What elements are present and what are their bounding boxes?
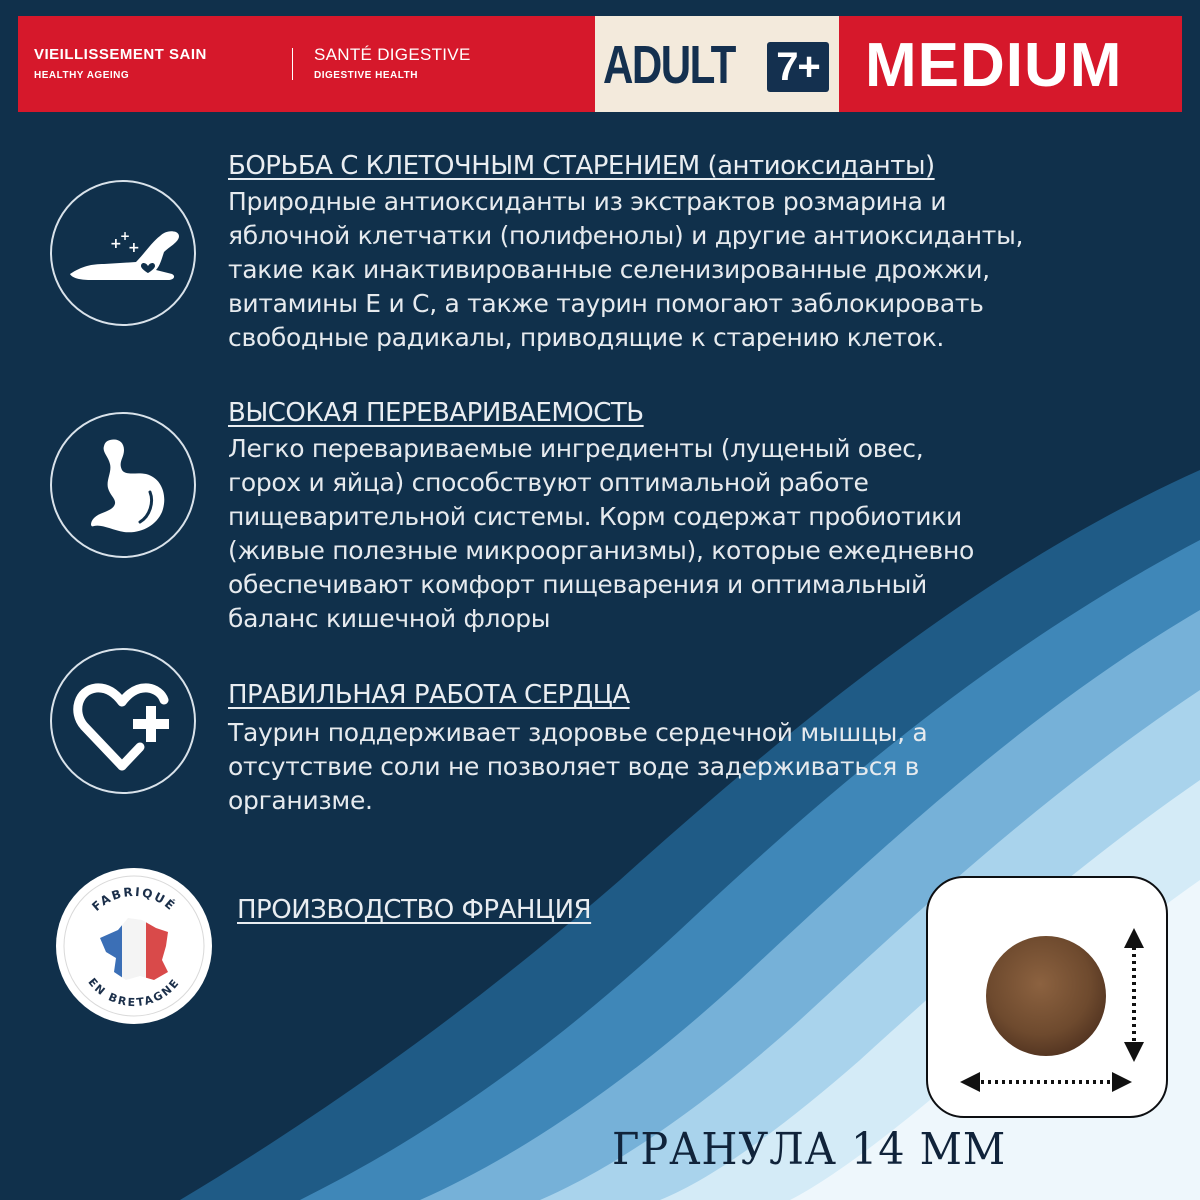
svg-text:EN BRETAGNE xyxy=(85,976,182,1009)
healthy-dog-icon-circle xyxy=(50,180,196,326)
digestive-health-en: DIGESTIVE HEALTH xyxy=(314,70,418,81)
svg-text:FABRIQUÉ xyxy=(89,885,179,914)
svg-text:+: + xyxy=(128,240,140,256)
section-title-antioxidants: БОРЬБА С КЛЕТОЧНЫМ СТАРЕНИЕМ (антиоксиданты) xyxy=(228,151,935,181)
size-label: MEDIUM xyxy=(865,31,1123,100)
granule-diagram xyxy=(928,878,1166,1116)
heart-plus-icon xyxy=(52,650,194,792)
adult-label: ADULT xyxy=(603,35,735,95)
size-box xyxy=(847,16,1182,112)
healthy-ageing-en: HEALTHY AGEING xyxy=(34,70,130,81)
granule-size-label: ГРАНУЛА 14 ММ xyxy=(612,1124,1007,1175)
badge-top-text: FABRIQUÉ xyxy=(89,884,179,914)
made-in-brittany-badge xyxy=(56,868,212,1024)
adult-age-box xyxy=(595,16,839,112)
age-badge: 7+ xyxy=(767,42,829,92)
france-map-icon xyxy=(56,868,212,1024)
section-body-digestibility: Легко перевариваемые ингредиенты (лущеный овес, горох и яйца) способствуют оптимальной работе пищеварительной системы. Корм содержат пробиотики (живые полезные микроорганизмы), которые ежедневно обеспечивают комфорт пищеварения и оптимальный баланс кишечной флоры xyxy=(228,434,975,633)
heart-plus-icon-circle xyxy=(50,648,196,794)
healthy-ageing-fr: VIEILLISSEMENT SAIN xyxy=(34,46,207,63)
stomach-icon-circle xyxy=(50,412,196,558)
svg-text:+: + xyxy=(120,229,131,243)
digestive-health-fr: SANTÉ DIGESTIVE xyxy=(314,45,471,64)
header-banner xyxy=(18,16,1182,112)
kibble-image xyxy=(986,936,1106,1056)
stomach-icon xyxy=(52,414,194,556)
badge-bottom-text: EN BRETAGNE xyxy=(85,975,183,1010)
section-title-heart: ПРАВИЛЬНАЯ РАБОТА СЕРДЦА xyxy=(228,680,630,710)
granule-size-box xyxy=(926,876,1168,1118)
header-claims xyxy=(18,16,594,112)
healthy-dog-icon xyxy=(52,182,194,324)
section-body-heart: Таурин поддерживает здоровье сердечной мышцы, а отсутствие соли не позволяет воде задерживаться в организме. xyxy=(228,718,928,815)
svg-text:+: + xyxy=(110,236,122,252)
header-divider xyxy=(292,48,293,80)
section-title-digestibility: ВЫСОКАЯ ПЕРЕВАРИВАЕМОСТЬ xyxy=(228,398,644,428)
origin-title: ПРОИЗВОДСТВО ФРАНЦИЯ xyxy=(237,895,592,925)
section-body-antioxidants: Природные антиоксиданты из экстрактов розмарина и яблочной клетчатки (полифенолы) и другие антиоксиданты, такие как инактивированные селенизированные дрожжи, витамины Е и С, а также таурин помогают заблокировать свободные радикалы, приводящие к старению клеток. xyxy=(228,187,1024,352)
